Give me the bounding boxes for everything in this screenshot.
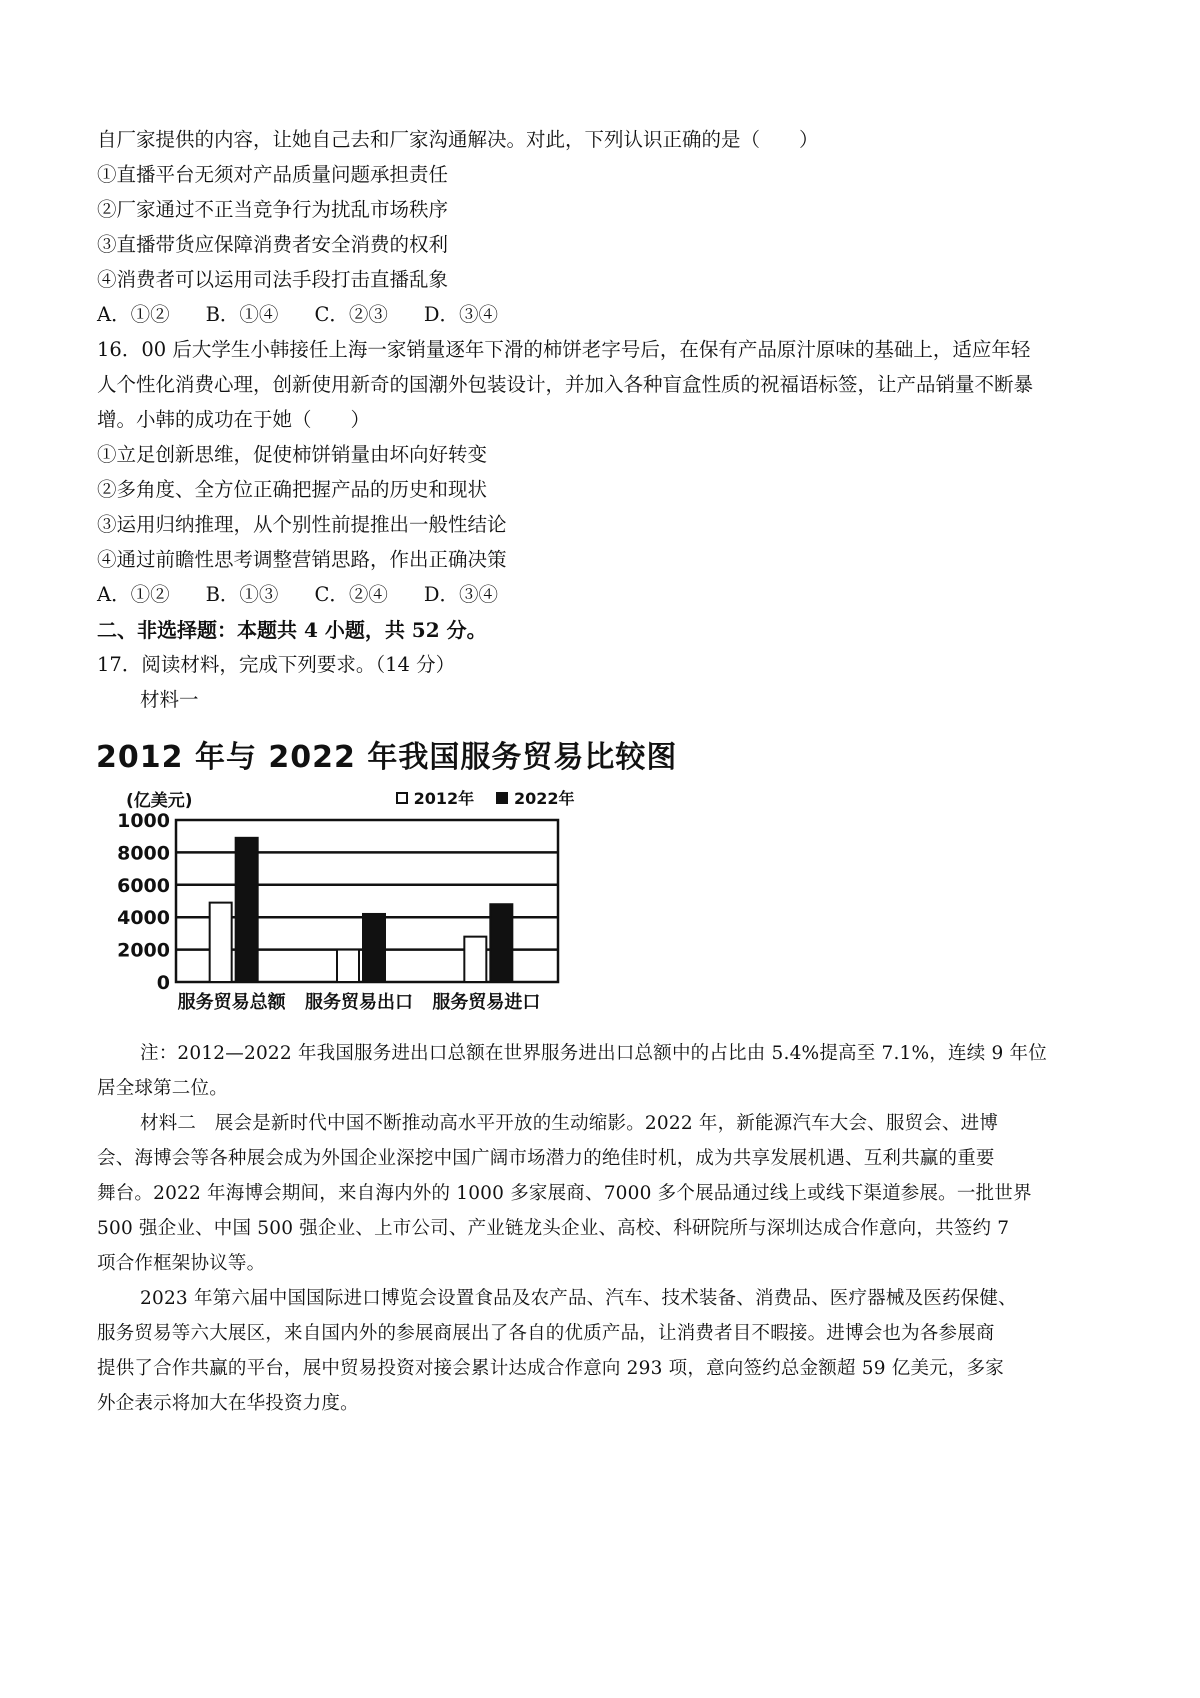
q16-stem-line-1: 16．00 后大学生小韩接任上海一家销量逐年下滑的柿饼老字号后，在保有产品原汁原味的基础上，适应年轻 <box>97 338 1031 361</box>
q16-item-2: ②多角度、全方位正确把握产品的历史和现状 <box>97 478 488 501</box>
q15-item-3: ③直播带货应保障消费者安全消费的权利 <box>97 233 449 256</box>
material-2-line-5: 项合作框架协议等。 <box>97 1253 266 1274</box>
material-2-line-2: 会、海博会等各种展会成为外国企业深挖中国广阔市场潜力的绝佳时机，成为共享发展机遇、互利共赢的重要 <box>97 1148 995 1169</box>
chart-plot <box>96 810 616 1070</box>
q16-item-4: ④通过前瞻性思考调整营销思路，作出正确决策 <box>97 548 507 571</box>
y-tick-label: 0 <box>156 972 170 994</box>
y-tick-label: 4000 <box>117 907 170 930</box>
bar-2022 <box>236 838 258 982</box>
q16-option-b: B．①③ <box>205 583 279 606</box>
bar-2022 <box>363 914 385 982</box>
x-category-label: 服务贸易总额 <box>177 992 286 1013</box>
section-heading: 二、非选择题：本题共 4 小题，共 52 分。 <box>97 618 487 642</box>
note-line-1: 注：2012—2022 年我国服务进出口总额在世界服务进出口总额中的占比由 5.4%提高至 7.1%，连续 9 年位 <box>140 1043 1047 1064</box>
legend-2012-label: 2012年 <box>413 789 475 808</box>
material-3-line-2: 服务贸易等六大展区，来自国内外的参展商展出了各自的优质产品，让消费者目不暇接。进博会也为各参展商 <box>97 1323 995 1344</box>
q17-stem: 17．阅读材料，完成下列要求。（14 分） <box>97 653 456 676</box>
q16-options <box>97 581 534 609</box>
y-tick-label: 1000 <box>117 810 170 832</box>
q16-option-d: D．③④ <box>423 583 498 606</box>
chart-legend <box>396 786 575 809</box>
bar-2022 <box>490 904 512 982</box>
y-tick-label: 8000 <box>117 842 170 865</box>
x-category-label: 服务贸易进口 <box>432 992 541 1013</box>
q15-options <box>97 301 534 329</box>
q16-stem-line-2: 人个性化消费心理，创新使用新奇的国潮外包装设计，并加入各种盲盒性质的祝福语标签，让产品销量不断暴 <box>97 373 1034 396</box>
q16-option-a: A．①② <box>97 583 170 606</box>
material-2-line-4: 500 强企业、中国 500 强企业、上市公司、产业链龙头企业、高校、科研院所与深圳达成合作意向，共签约 7 <box>97 1218 1010 1239</box>
y-tick-label: 2000 <box>117 939 170 962</box>
legend-2022-swatch <box>496 792 508 804</box>
y-tick-label: 6000 <box>117 874 170 897</box>
q15-item-1: ①直播平台无须对产品质量问题承担责任 <box>97 163 449 186</box>
material-2-line-3: 舞台。2022 年海博会期间，来自海内外的 1000 多家展商、7000 多个展品通过线上或线下渠道参展。一批世界 <box>97 1183 1032 1204</box>
q15-stem: 自厂家提供的内容，让她自己去和厂家沟通解决。对此，下列认识正确的是（ ） <box>97 128 819 151</box>
bar-2012 <box>464 937 486 982</box>
bar-2012 <box>210 903 232 982</box>
q15-option-c: C．②③ <box>314 303 388 326</box>
chart-y-unit: (亿美元) <box>126 791 193 811</box>
bar-chart <box>96 740 678 1120</box>
bar-2012 <box>337 950 359 982</box>
q15-option-b: B．①④ <box>205 303 279 326</box>
q16-item-1: ①立足创新思维，促使柿饼销量由坏向好转变 <box>97 443 488 466</box>
q16-stem-line-3: 增。小韩的成功在于她（ ） <box>97 408 371 431</box>
material-1-label: 材料一 <box>140 688 199 711</box>
material-2-line-1: 材料二 展会是新时代中国不断推动高水平开放的生动缩影。2022 年，新能源汽车大会、服贸会、进博 <box>140 1113 999 1134</box>
note-line-2: 居全球第二位。 <box>97 1078 228 1099</box>
q16-item-3: ③运用归纳推理，从个别性前提推出一般性结论 <box>97 513 507 536</box>
q15-item-2: ②厂家通过不正当竞争行为扰乱市场秩序 <box>97 198 449 221</box>
legend-2012-swatch <box>396 792 408 804</box>
q15-option-d: D．③④ <box>423 303 498 326</box>
material-3-line-1: 2023 年第六届中国国际进口博览会设置食品及农产品、汽车、技术装备、消费品、医疗器械及医药保健、 <box>140 1288 1017 1309</box>
legend-2022-label: 2022年 <box>513 789 575 808</box>
q16-option-c: C．②④ <box>314 583 388 606</box>
q15-item-4: ④消费者可以运用司法手段打击直播乱象 <box>97 268 449 291</box>
chart-title: 2012 年与 2022 年我国服务贸易比较图 <box>96 740 678 775</box>
x-category-label: 服务贸易出口 <box>305 992 413 1013</box>
q15-option-a: A．①② <box>97 303 170 326</box>
material-3-line-3: 提供了合作共赢的平台，展中贸易投资对接会累计达成合作意向 293 项，意向签约总金额超 59 亿美元，多家 <box>97 1358 1004 1379</box>
material-3-line-4: 外企表示将加大在华投资力度。 <box>97 1393 359 1414</box>
